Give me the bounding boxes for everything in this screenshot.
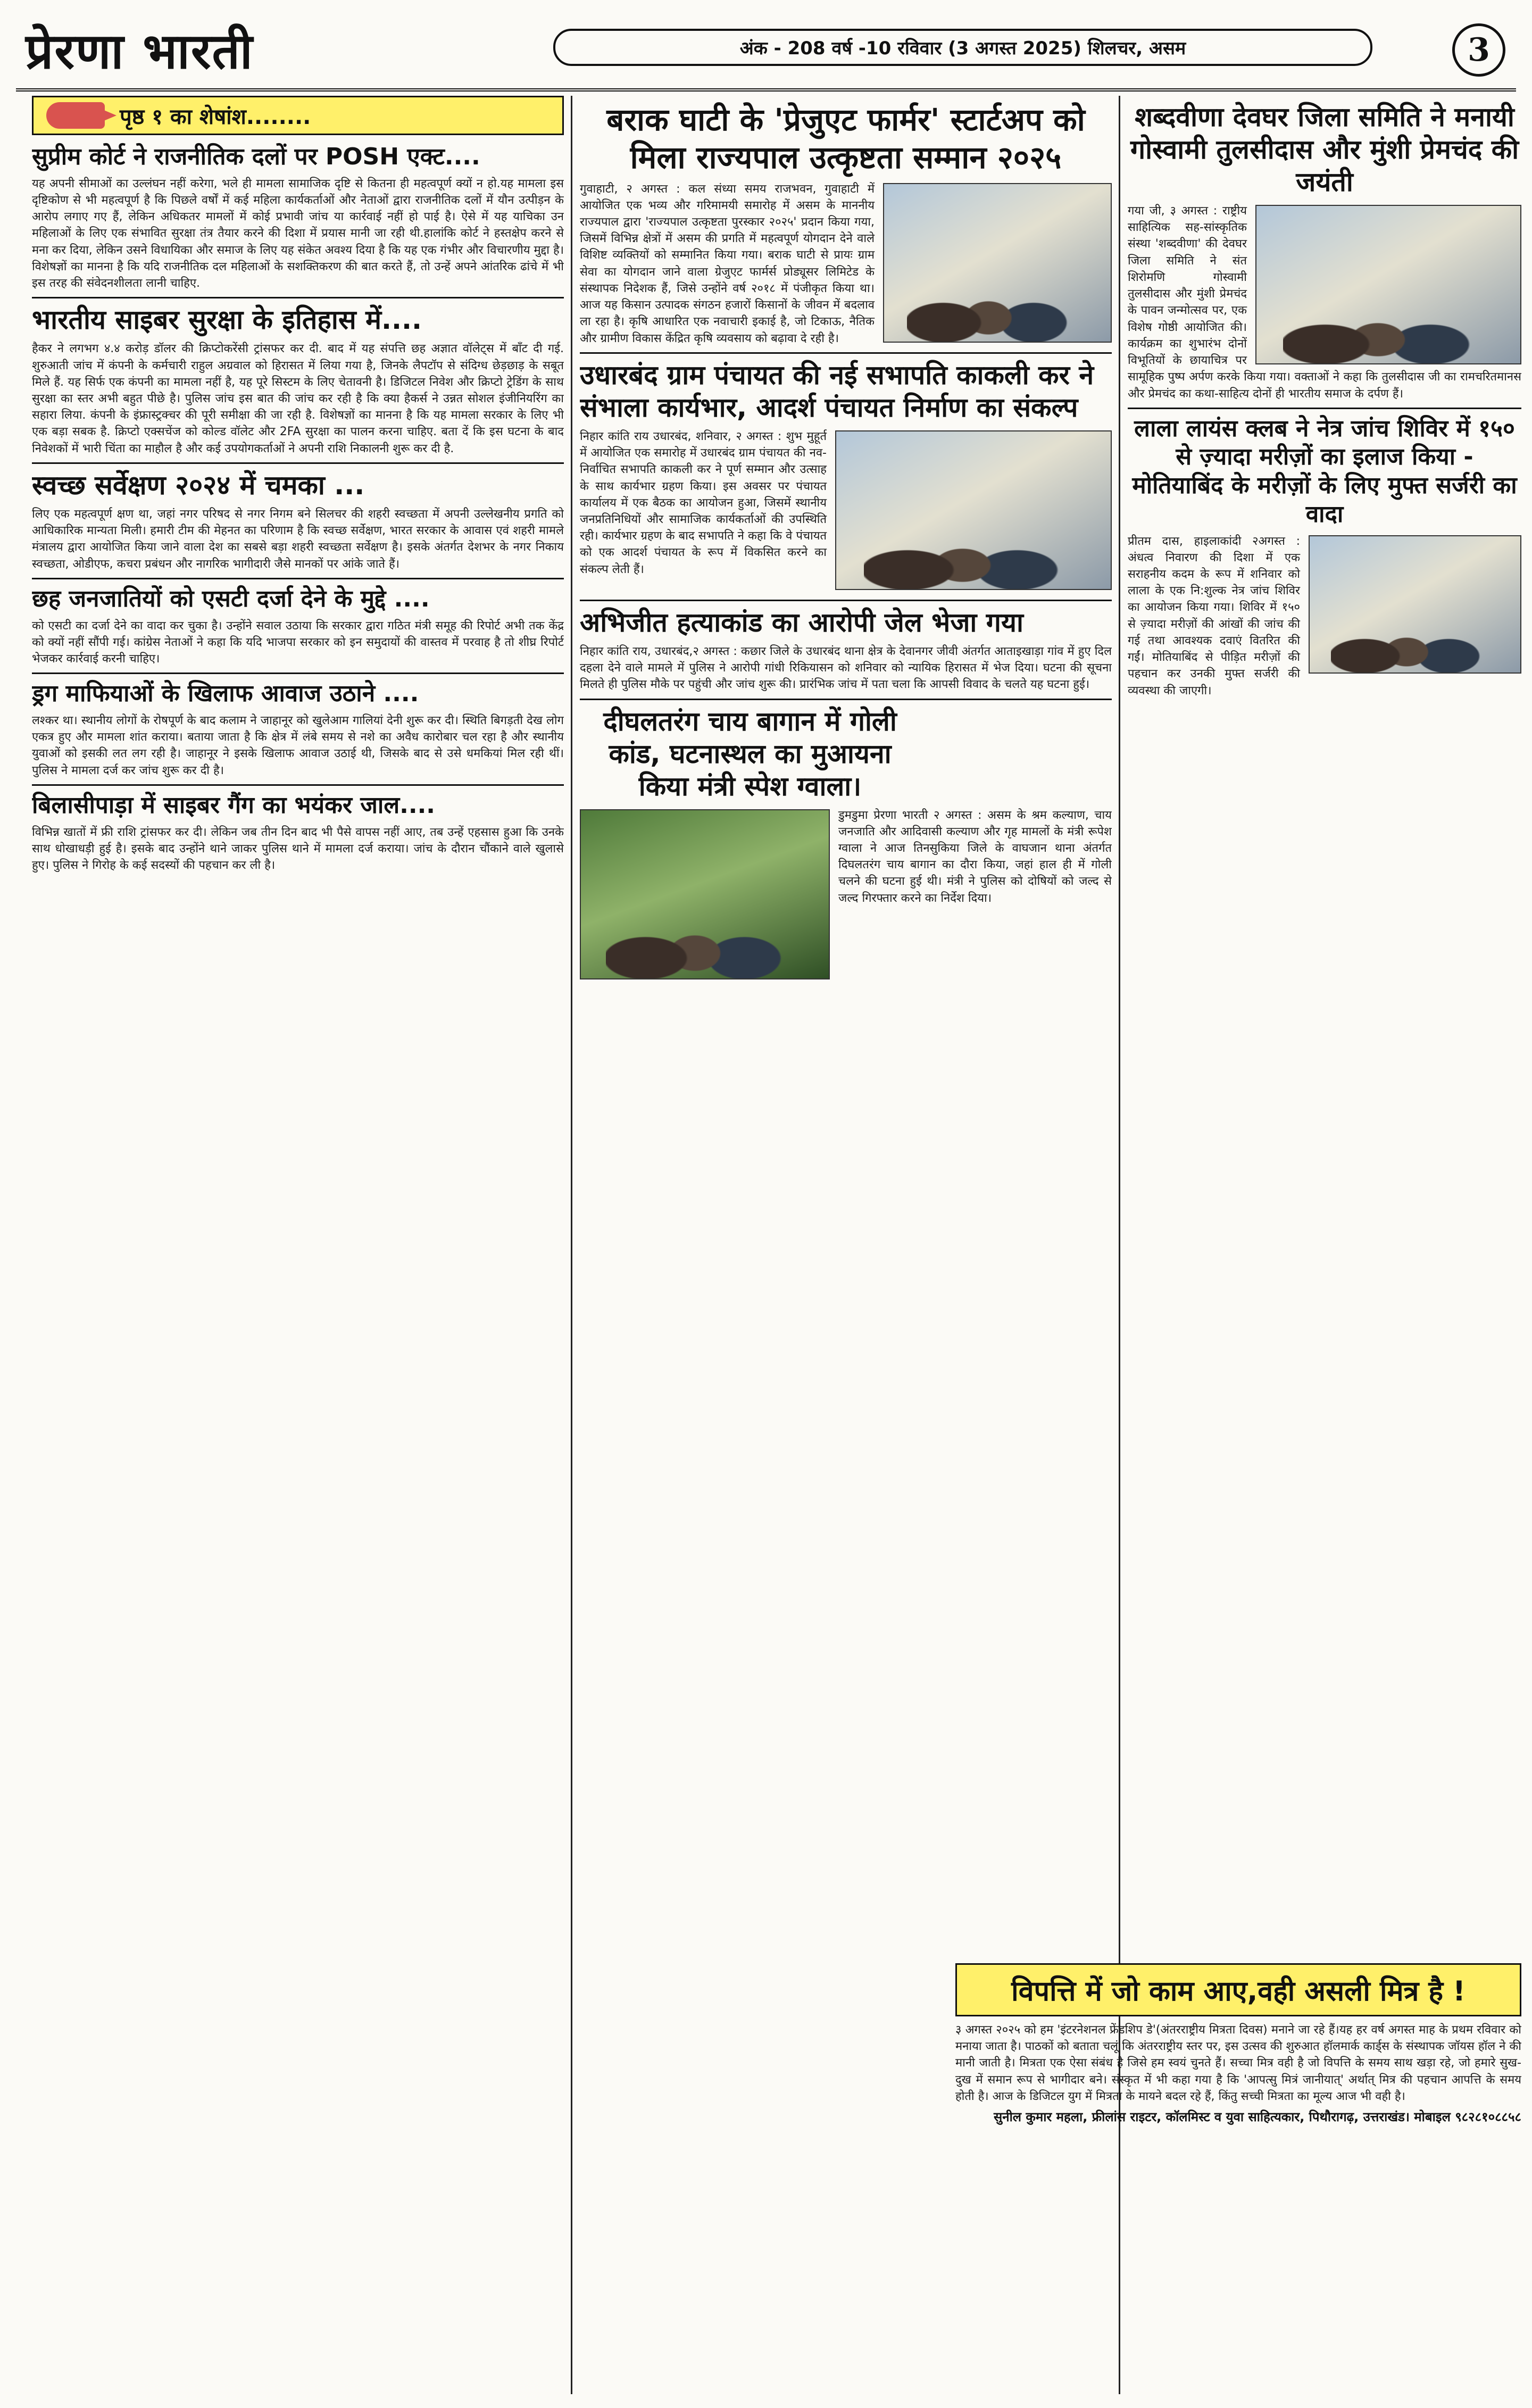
article-body: डुमडुमा प्रेरणा भारती २ अगस्त : असम के श्रम कल्याण, चाय जनजाति और आदिवासी कल्याण और गृह मामलों के मंत्री रूपेश ग्वाला ने आज तिनसुकिया जिले के वाघजान थाना अंतर्गत दिघलतरंग चाय बागान का दौरा किया, जहां हाल ही में गोली चलने की घटना हुई थी। मंत्री ने पुलिस को दोषियों को जल्द से जल्द गिरफ्तार करने का निर्देश दिया। <box>838 808 1112 905</box>
article-title: लाला लायंस क्लब ने नेत्र जांच शिविर में १५० से ज़्यादा मरीज़ों का इलाज किया - मोतियाबिंद के मरीज़ों के लिए मुफ्त सर्जरी का वादा <box>1132 414 1517 528</box>
author-byline: सुनील कुमार महला, फ्रीलांस राइटर, कॉलमिस्ट व युवा साहित्यकार, पिथौरागढ़, उत्तराखंड। मोबाइल ९८२८१०८८५८ <box>994 2110 1521 2125</box>
divider <box>580 699 1112 700</box>
continued-banner <box>32 96 564 135</box>
divider <box>32 462 564 464</box>
article-body: लश्कर था। स्थानीय लोगों के रोषपूर्ण के बाद कलाम ने जाहानूर को खुलेआम गालियां देनी शुरू कर दी। स्थिति बिगड़ती देख लोग एकत्र हुए और मामला शांत कराया। बताया जाता है कि क्षेत्र में लंबे समय से नशे का अवैध कारोबार चल रहा है और स्थानीय युवाओं को इसकी लत लग रही है। जाहानूर ने इसके खिलाफ आवाज उठाई थी, जिसके बाद से उसे धमकियां मिल रही थीं। पुलिस ने मामला दर्ज कर जांच शुरू कर दी है। <box>32 713 564 777</box>
article-title: बिलासीपाड़ा में साइबर गैंग का भयंकर जाल.... <box>32 791 436 819</box>
article-title: शब्दवीणा देवघर जिला समिति ने मनायी गोस्वामी तुलसीदास और मुंशी प्रेमचंद की जयंती <box>1130 102 1519 197</box>
divider <box>32 784 564 786</box>
article-body: विभिन्न खातों में फ्री राशि ट्रांसफर कर दी। लेकिन जब तीन दिन बाद भी पैसे वापस नहीं आए, तब उन्हें एहसास हुआ कि उनके साथ धोखाधड़ी हुई है। इसके बाद उन्होंने थाने जाकर पुलिस थाने में मामला दर्ज कराया। जांच के दौरान चौंकाने वाले खुलासे हुए। पुलिस ने गिरोह के कई सदस्यों की पहचान कर ली है। <box>32 825 564 873</box>
article-body: लिए एक महत्वपूर्ण क्षण था, जहां नगर परिषद से नगर निगम बने सिलचर की शहरी स्वच्छता में अपनी उल्लेखनीय प्रगति को आधिकारिक मान्यता मिली। हमारी टीम की मेहनत का परिणाम है कि स्वच्छ सर्वेक्षण, भारत सरकार के आवास एवं शहरी मामले मंत्रालय द्वारा आयोजित किया जाने वाला देश का सबसे बड़ा शहरी स्वच्छता सर्वेक्षण है। इसके अंतर्गत देशभर के नगर निकाय स्वच्छता, ओडीएफ, कचरा प्रबंधन और नागरिक भागीदारी जैसे मानकों पर आंके जाते हैं। <box>32 507 564 571</box>
banner-text: पृष्ठ १ का शेषांश........ <box>120 104 311 129</box>
article-title: ड्रग माफियाओं के खिलाफ आवाज उठाने .... <box>32 680 419 708</box>
eye-camp-photo <box>1309 535 1521 674</box>
article-title: सुप्रीम कोर्ट ने राजनीतिक दलों पर POSH एक्ट.... <box>32 143 480 170</box>
column-left <box>32 96 564 2394</box>
article-body: निहार कांति राय, उधारबंद,२ अगस्त : कछार जिले के उधारबंद थाना क्षेत्र के देवानगर जीवी अंतर्गत आताइखाड़ा गांव में हुए दिल दहला देने वाले मामले में पुलिस ने आरोपी गांधी रिकियासन को शनिवार को न्यायिक हिरासत में भेज दिया। घटना की सूचना मिलते ही पुलिस मौके पर पहुंची और जांच शुरू की। प्रारंभिक जांच में पता चला कि आपसी विवाद के चलते यह घटना हुई। <box>580 644 1112 692</box>
divider <box>32 578 564 579</box>
article-title: दीघलतरंग चाय बागान में गोली कांड, घटनास्थल का मुआयना किया मंत्री स्पेश ग्वाला। <box>603 705 897 802</box>
issue-line: अंक - 208 वर्ष -10 रविवार (3 अगस्त 2025) शिलचर, असम <box>553 29 1372 66</box>
masthead <box>16 6 1516 92</box>
divider <box>580 600 1112 601</box>
article-title: भारतीय साइबर सुरक्षा के इतिहास में.... <box>32 304 422 336</box>
newspaper-brand: प्रेरणा भारती <box>26 22 254 80</box>
article-body: निहार कांति राय उधारबंद, शनिवार, २ अगस्त : शुभ मुहूर्त में आयोजित एक समारोह में उधारबंद ग्राम पंचायत की नव-निर्वाचित सभापति काकली कर ने पूर्ण सम्मान और उत्साह के साथ कार्यभार ग्रहण किया। इस अवसर पर पंचायत कार्यालय में एक बैठक का आयोजन हुआ, जिसमें स्थानीय जनप्रतिनिधियों और सामाजिक कार्यकर्ताओं की उपस्थिति रही। कार्यभार ग्रहण के बाद सभापति ने कहा कि वे पंचायत को एक आदर्श पंचायत के रूप में विकसित करने का संकल्प लेती हैं। <box>580 429 827 576</box>
article-title: उधारबंद ग्राम पंचायत की नई सभापति काकली कर ने संभाला कार्यभार, आदर्श पंचायत निर्माण का संकल्प <box>580 359 1094 423</box>
shabdveena-event-photo <box>1255 205 1521 364</box>
article-body: गुवाहाटी, २ अगस्त : कल संध्या समय राजभवन, गुवाहाटी में आयोजित एक भव्य और गरिमामयी समारोह में असम के माननीय राज्यपाल द्वारा 'राज्यपाल उत्कृष्टता पुरस्कार २०२५' प्रदान किया गया, जिसमें विभिन्न क्षेत्रों में असम की प्रगति में महत्वपूर्ण योगदान देने वाले विशिष्ट व्यक्तियों को सम्मानित किया गया। बराक घाटी से प्रायः ग्राम सेवा का योगदान जाने वाला ग्रेजुएट फार्मर्स प्रोड्यूसर लिमिटेड के संस्थापक निदेशक हैं, जिसे उन्होंने वर्ष २०१८ में पंजीकृत किया था। आज यह किसान उत्पादक संगठन हजारों किसानों के जीवन में बदलाव ला रहा है। कृषि आधारित एक नवाचारी इकाई है, जो टिकाऊ, नैतिक और ग्रामीण विकास केंद्रित कृषि व्यवसाय को बढ़ावा दे रही है। <box>580 182 875 345</box>
pointing-hand-icon <box>46 102 105 129</box>
article-body: प्रीतम दास, हाइलाकांदी २अगस्त : अंधत्व निवारण की दिशा में एक सराहनीय कदम के रूप में शनिवार को लाला के एक नि:शुल्क नेत्र जांच शिविर का आयोजन किया गया। शिविर में १५० से ज़्यादा मरीज़ों की आंखों की जांच की गई तथा आवश्यक दवाएं वितरित की गईं। मोतियाबिंद से पीड़ित मरीज़ों की पहचान कर उनकी मुफ्त सर्जरी की व्यवस्था की जाएगी। <box>1128 534 1300 698</box>
article-title: छह जनजातियों को एसटी दर्जा देने के मुद्दे .... <box>32 585 430 612</box>
divider <box>1128 408 1521 409</box>
panchayat-meeting-photo <box>835 430 1112 590</box>
article-body: गया जी, ३ अगस्त : राष्ट्रीय साहित्यिक सह-सांस्कृतिक संस्था 'शब्दवीणा' की देवघर जिला समिति ने संत शिरोमणि गोस्वामी तुलसीदास और मुंशी प्रेमचंद के पावन जन्मोत्सव पर, एक विशेष गोष्ठी आयोजित की। कार्यक्रम का शुभारंभ दोनों विभूतियों के छायाचित्र पर सामूहिक पुष्प अर्पण करके किया गया। वक्ताओं ने कहा कि तुलसीदास जी का रामचरितमानस और प्रेमचंद का कथा-साहित्य दोनों ही भारतीय समाज के दर्पण हैं। <box>1128 204 1521 401</box>
divider <box>32 297 564 298</box>
article-body: हैकर ने लगभग ४.४ करोड़ डॉलर की क्रिप्टोकरेंसी ट्रांसफर कर दी. बाद में यह संपत्ति छह अज्ञात वॉलेट्स में बाँट दी गई. शुरुआती जांच में कंपनी के कर्मचारी राहुल अग्रवाल को हिरासत में लिया गया है, जिनके लैपटॉप से संदिग्ध छेड़छाड़ के सबूत मिले हैं. यह सिर्फ एक कंपनी का मामला नहीं है, यह पूरे सिस्टम के लिए चेतावनी है। डिजिटल निवेश और क्रिप्टो ट्रेडिंग के साथ सुरक्षा का स्तर अभी बहुत पीछे है। पुलिस जांच इस बात की जांच कर रही है कि क्या हैकर्स ने उन्नत सोशल इंजीनियरिंग का सहारा लिया. कंपनी के इंफ्रास्ट्रक्चर की पूरी समीक्षा की जा रही है. विशेषज्ञों का मानना है कि यह मामला सरकार के लिए भी एक बड़ा सबक है. क्रिप्टो एक्सचेंज को कोल्ड वॉलेट और 2FA सुरक्षा का पालन करना चाहिए. बता दें कि इस घटना के बाद निवेशकों में भारी चिंता का माहौल है और कई उपयोगकर्ताओं ने अपनी राशि निकालनी शुरू कर दी है. <box>32 342 564 455</box>
article-title: स्वच्छ सर्वेक्षण २०२४ में चमका ... <box>32 469 365 501</box>
page-number: 3 <box>1452 23 1505 77</box>
divider <box>32 672 564 674</box>
feature-title: विपत्ति में जो काम आए,वही असली मित्र है ! <box>955 1963 1521 2016</box>
award-ceremony-photo <box>883 183 1112 343</box>
article-body: को एसटी का दर्जा देने का वादा कर चुका है। उन्होंने सवाल उठाया कि सरकार द्वारा गठित मंत्री समूह की रिपोर्ट अभी तक केंद्र को क्यों नहीं सौंपी गई। कांग्रेस नेताओं ने कहा कि यदि भाजपा सरकार को इन समुदायों की वास्तव में परवाह है तो शीघ्र रिपोर्ट भेजकर कार्रवाई करनी चाहिए। <box>32 619 564 666</box>
feature-article <box>955 2022 1521 2394</box>
article-body: ३ अगस्त २०२५ को हम 'इंटरनेशनल फ्रेंडशिप डे'(अंतरराष्ट्रीय मित्रता दिवस) मनाने जा रहे हैं।यह हर वर्ष अगस्त माह के प्रथम रविवार को मनाया जाता है। पाठकों को बताता चलूं कि अंतरराष्ट्रीय स्तर पर, इस उत्सव की शुरुआत हॉलमार्क कार्ड्स के संस्थापक जॉयस हॉल ने की मानी जाती है। मित्रता एक ऐसा संबंध है जिसे हम स्वयं चुनते हैं। सच्चा मित्र वही है जो विपत्ति के समय साथ खड़ा रहे, जो हमारे सुख-दुख में समान रूप से भागीदार बने। संस्कृत में भी कहा गया है कि 'आपत्सु मित्रं जानीयात्' अर्थात् मित्र की पहचान आपत्ति के समय होती है। आज के डिजिटल युग में मित्रता के मायने बदल रहे हैं, किंतु सच्ची मित्रता का मूल्य आज भी वही है। <box>955 2023 1521 2103</box>
column-divider <box>571 96 572 2394</box>
article-title: बराक घाटी के 'प्रेजुएट फार्मर' स्टार्टअप को मिला राज्यपाल उत्कृष्टता सम्मान २०२५ <box>606 102 1085 176</box>
article-title: अभिजीत हत्याकांड का आरोपी जेल भेजा गया <box>580 607 1023 638</box>
divider <box>580 352 1112 354</box>
column-right <box>1128 96 1521 2011</box>
article-body: यह अपनी सीमाओं का उल्लंघन नहीं करेगा, भले ही मामला सामाजिक दृष्टि से कितना ही महत्वपूर्ण क्यों न हो.यह मामला इस दृष्टिकोण से भी महत्वपूर्ण है कि पिछले वर्षों में कई महिला कार्यकर्ताओं और नेताओं द्वारा राजनीतिक दलों में यौन उत्पीड़न के आरोप लगाए गए हैं, लेकिन अधिकतर मामलों में कोई प्रभावी जांच या कार्रवाई नहीं हो पाई है। ऐसे में यह याचिका उन महिलाओं के लिए एक संभावित सुरक्षा तंत्र तैयार करने की दिशा में प्रयास मानी जा रही थी.हालांकि कोर्ट ने हस्तक्षेप करने से मना कर दिया, लेकिन उसने विधायिका और समाज के लिए यह संकेत अवश्य दिया है कि यह एक गंभीर और विचारणीय मुद्दा है। विशेषज्ञों का मानना है कि यदि राजनीतिक दल महिलाओं के सशक्तिकरण की बात करते हैं, तो उन्हें अपने आंतरिक ढांचे में भी इस तरह की संवेदनशीलता लानी चाहिए. <box>32 177 564 290</box>
minister-visit-photo <box>580 809 830 979</box>
